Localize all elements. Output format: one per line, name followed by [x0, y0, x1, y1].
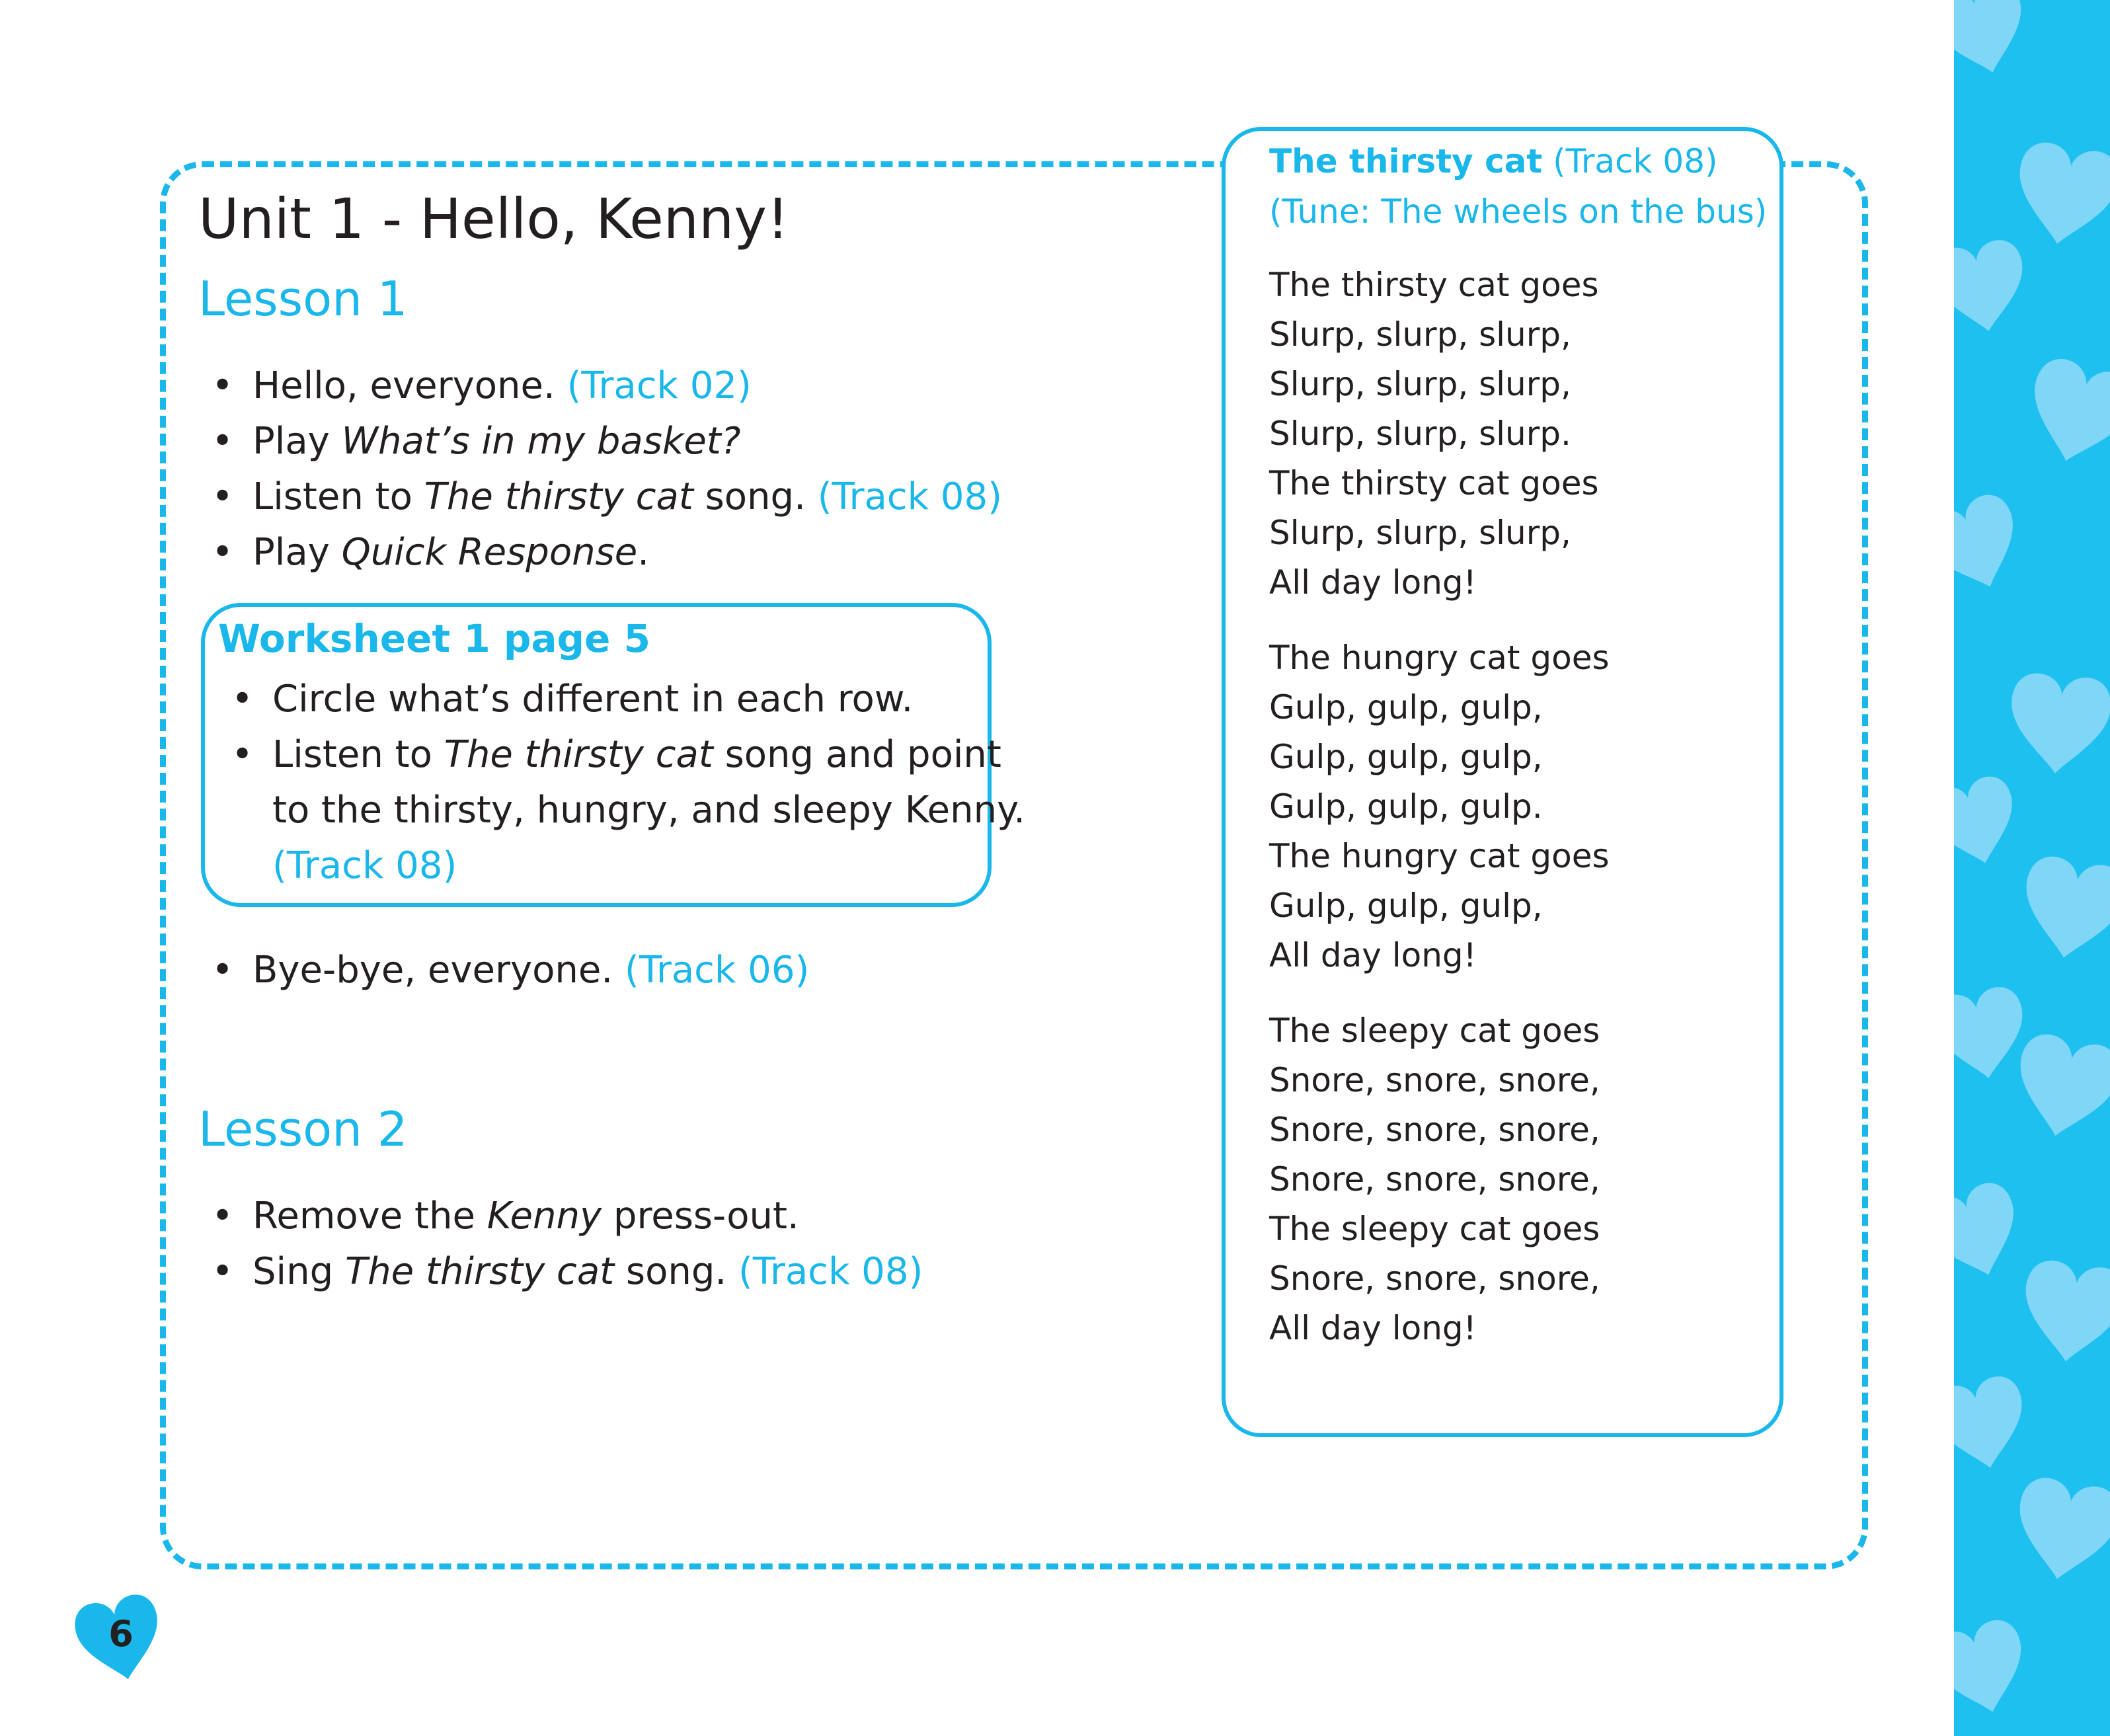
- hearts-pattern-strip: [1954, 0, 2110, 1736]
- press-out-title: Kenny: [487, 1195, 602, 1238]
- track-label: (Track 08): [817, 475, 1002, 518]
- lesson-1-activity-list: [198, 358, 1002, 580]
- list-item: • Listen to The thirsty cat song. (Track 08): [198, 469, 1002, 525]
- list-item: • Play Quick Response.: [198, 525, 1002, 580]
- list-item: • Circle what’s different in each row.: [218, 672, 1025, 727]
- song-track: (Track 08): [1553, 142, 1718, 180]
- list-item-continuation: to the thirsty, hungry, and sleepy Kenny.: [272, 789, 1026, 832]
- lesson-2-activity-list: [198, 1189, 923, 1300]
- list-item: • Hello, everyone. (Track 02): [198, 358, 1002, 414]
- worksheet-activity-list: [218, 672, 1025, 894]
- list-item: • Play What’s in my basket?: [198, 414, 1002, 469]
- song-verse-2: The hungry cat goes Gulp, gulp, gulp, Gulp, gulp, gulp, Gulp, gulp, gulp. The hungry cat goes Gulp, gulp, gulp, All day long!: [1269, 639, 1610, 974]
- list-item-continuation: [218, 838, 1025, 894]
- lesson-1-closing-list: [198, 943, 809, 998]
- list-item: • Listen to The thirsty cat song and point: [218, 727, 1025, 783]
- track-label: (Track 02): [567, 364, 752, 407]
- list-item: • Remove the Kenny press-out.: [198, 1189, 923, 1244]
- game-title: Quick Response: [341, 531, 638, 574]
- track-label: (Track 06): [625, 949, 810, 992]
- track-label: (Track 08): [272, 844, 457, 887]
- game-title: What’s in my basket?: [341, 420, 741, 463]
- song-title-ref: The thirsty cat: [444, 733, 713, 776]
- list-item: • Bye-bye, everyone. (Track 06): [198, 943, 809, 998]
- song-title-ref: The thirsty cat: [424, 475, 693, 518]
- song-verse-3: The sleepy cat goes Snore, snore, snore, Snore, snore, snore, Snore, snore, snore, The sleepy cat goes Snore, snore, snore, All day long!: [1269, 1011, 1600, 1347]
- song-verse-1: The thirsty cat goes Slurp, slurp, slurp, Slurp, slurp, slurp, Slurp, slurp, slurp. The thirsty cat goes Slurp, slurp, slurp, All day long!: [1269, 266, 1599, 602]
- song-title-ref: The thirsty cat: [344, 1250, 615, 1293]
- lesson-2-heading: Lesson 2: [198, 1101, 408, 1157]
- list-item: • Sing The thirsty cat song. (Track 08): [198, 1244, 923, 1300]
- lesson-1-heading: Lesson 1: [198, 271, 408, 327]
- song-tune: (Tune: The wheels on the bus): [1269, 192, 1768, 231]
- song-header: [1269, 136, 1767, 237]
- unit-title: Unit 1 - Hello, Kenny!: [198, 186, 789, 251]
- hearts-pattern: [1954, 0, 2110, 1736]
- worksheet-title: Worksheet 1 page 5: [218, 616, 650, 661]
- page-number: 6: [108, 1613, 134, 1655]
- track-label: (Track 08): [738, 1250, 923, 1293]
- song-title: The thirsty cat: [1269, 142, 1543, 180]
